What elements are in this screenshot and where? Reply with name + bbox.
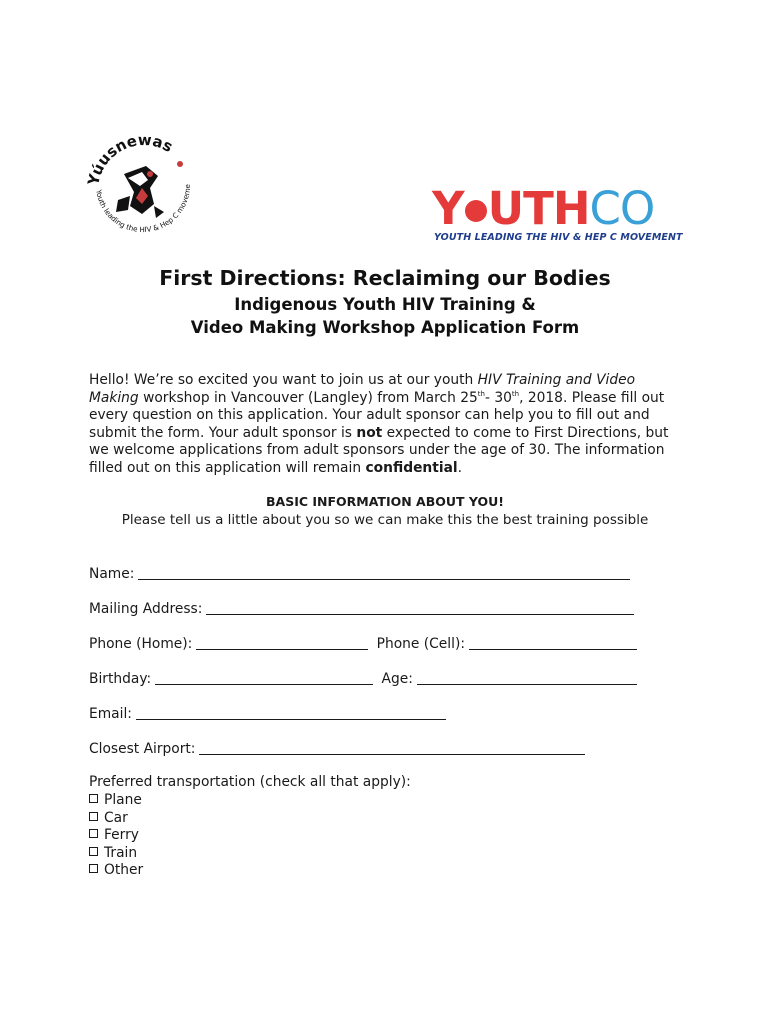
transport-question: Preferred transportation (check all that apply): bbox=[89, 774, 411, 790]
mailing-address-field bbox=[89, 600, 634, 617]
email-input-line[interactable] bbox=[136, 705, 446, 720]
checkbox-icon bbox=[89, 829, 98, 838]
subtitle-line-1: Indigenous Youth HIV Training & bbox=[234, 295, 536, 314]
youthco-tagline: YOUTH LEADING THE HIV & HEP C MOVEMENT bbox=[434, 232, 683, 243]
subtitle-line-2: Video Making Workshop Application Form bbox=[190, 318, 580, 337]
youthco-wordmark: Y UTHCO bbox=[432, 182, 655, 235]
yuusnewas-logo bbox=[84, 126, 202, 244]
closest-airport-field bbox=[89, 740, 585, 757]
intro-paragraph: Hello! We’re so excited you want to join us at our youth HIV Training and Video Making workshop in Vancouver (Langley) from March 25th- 30th, 2018. Please fill out every question on this application. Your adult sponsor can help you to fill out and submit the form. Your adult sponsor is not expected to come to First Directions, but we welcome applications from adult sponsors under the age of 30. The information filled out on this application will remain confidential. bbox=[89, 372, 669, 476]
section-subheading: Please tell us a little about you so we can make this the best training possible bbox=[121, 512, 649, 528]
mailing-address-label: Mailing Address: bbox=[89, 601, 203, 617]
section-heading: BASIC INFORMATION ABOUT YOU! bbox=[266, 494, 504, 509]
name-input-line[interactable] bbox=[138, 565, 630, 580]
age-input-line[interactable] bbox=[417, 670, 637, 685]
checkbox-icon bbox=[89, 864, 98, 873]
phone-home-input-line[interactable] bbox=[196, 635, 368, 650]
logo-left-ring-text: Youth leading the HIV & Hep C moveme bbox=[94, 183, 193, 235]
option-plane[interactable]: Plane bbox=[89, 792, 143, 810]
name-field bbox=[89, 565, 630, 582]
phone-cell-label: Phone (Cell): bbox=[376, 636, 465, 652]
youthco-dot-icon bbox=[465, 200, 487, 222]
raven-figure-icon bbox=[116, 161, 183, 218]
option-car[interactable]: Car bbox=[89, 810, 143, 828]
page-title: First Directions: Reclaiming our Bodies bbox=[159, 266, 611, 290]
name-label: Name: bbox=[89, 566, 135, 582]
mailing-address-input-line[interactable] bbox=[206, 600, 634, 615]
email-label: Email: bbox=[89, 706, 132, 722]
age-label: Age: bbox=[381, 671, 413, 687]
checkbox-icon bbox=[89, 847, 98, 856]
option-train[interactable]: Train bbox=[89, 845, 143, 863]
closest-airport-input-line[interactable] bbox=[199, 740, 585, 755]
transport-options bbox=[89, 792, 143, 880]
birthday-input-line[interactable] bbox=[155, 670, 373, 685]
logo-left-title: Yúusnewas bbox=[84, 130, 176, 187]
checkbox-icon bbox=[89, 812, 98, 821]
option-ferry[interactable]: Ferry bbox=[89, 827, 143, 845]
birthday-label: Birthday: bbox=[89, 671, 152, 687]
birthday-age-fields bbox=[89, 670, 637, 687]
option-other[interactable]: Other bbox=[89, 862, 143, 880]
email-field bbox=[89, 705, 446, 722]
youthco-logo bbox=[432, 182, 683, 246]
phone-fields bbox=[89, 635, 637, 652]
checkbox-icon bbox=[89, 794, 98, 803]
closest-airport-label: Closest Airport: bbox=[89, 741, 196, 757]
phone-cell-input-line[interactable] bbox=[469, 635, 637, 650]
phone-home-label: Phone (Home): bbox=[89, 636, 193, 652]
